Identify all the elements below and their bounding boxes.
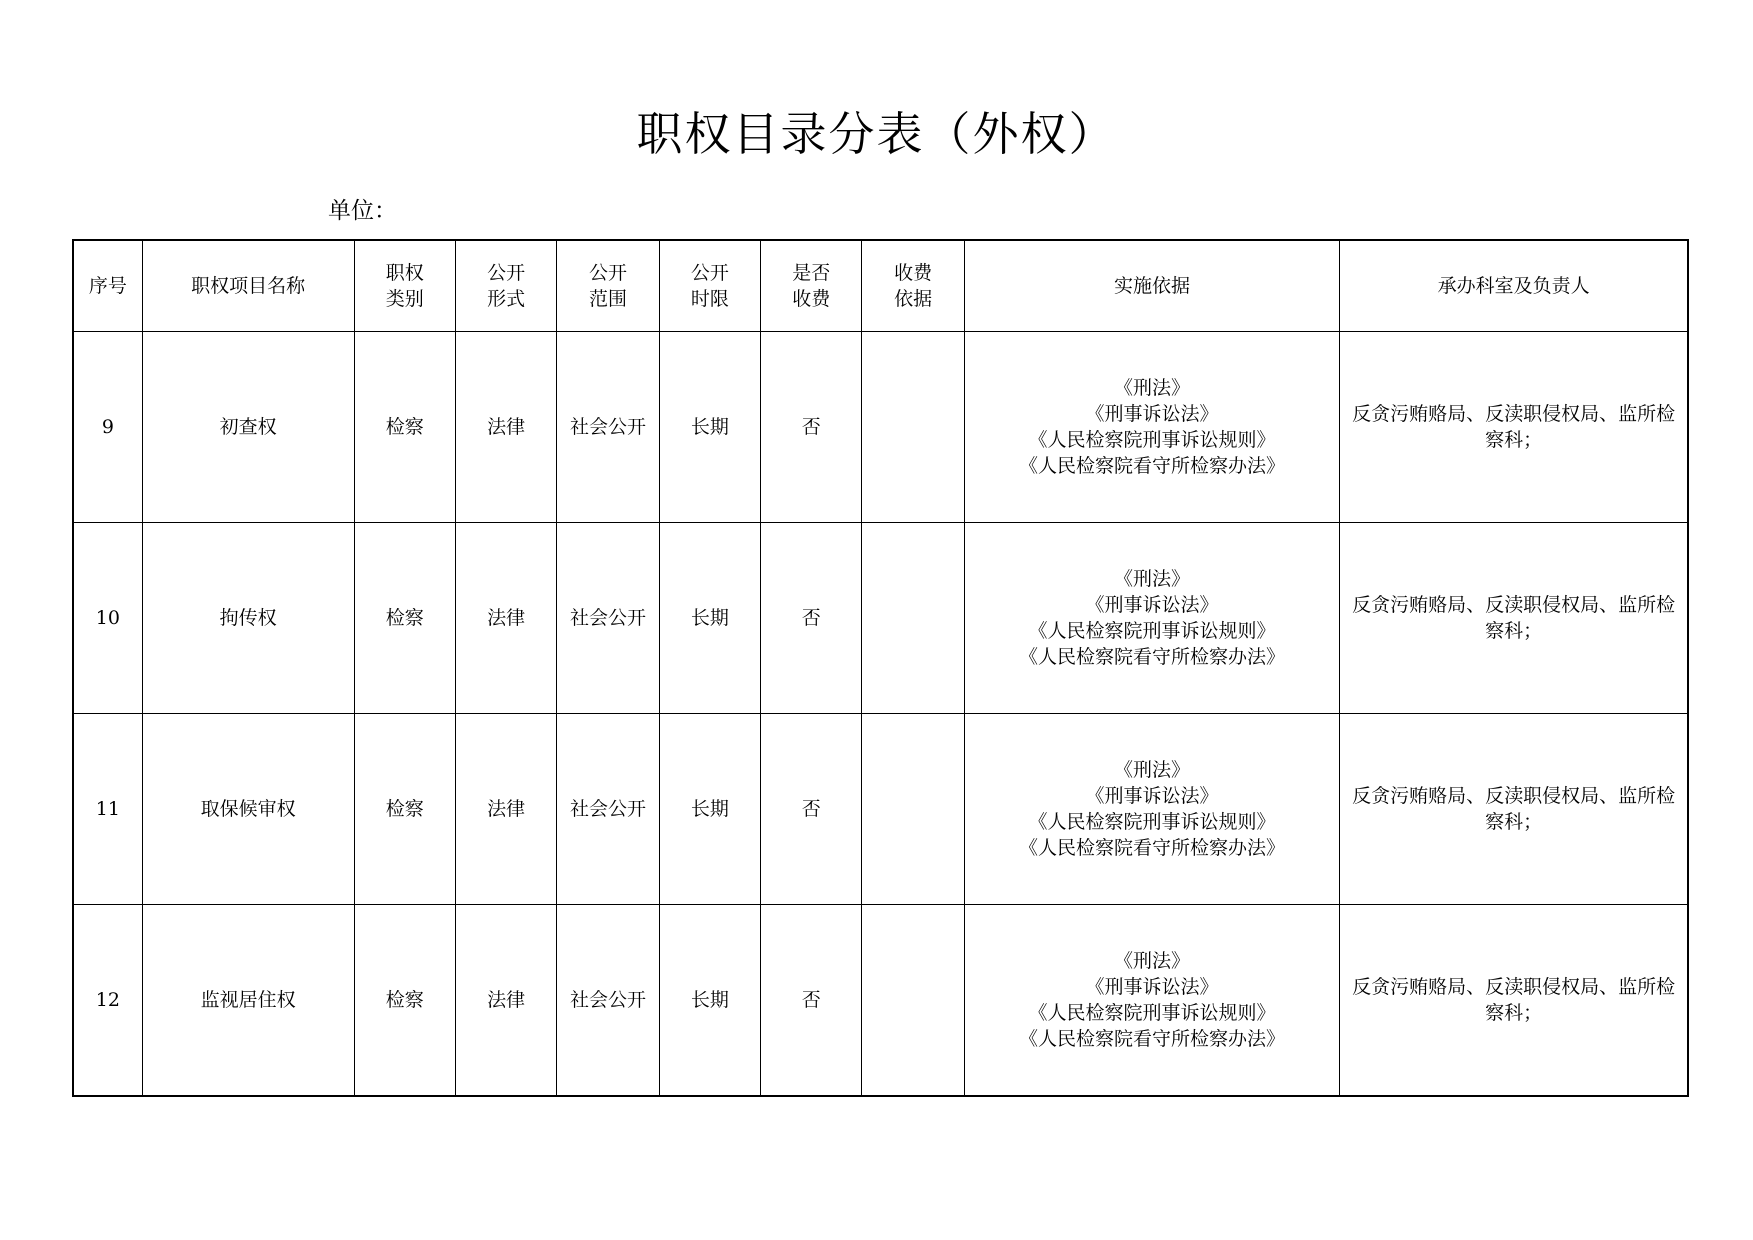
basis-line: 《人民检察院刑事诉讼规则》 [1028, 620, 1276, 642]
basis-line: 《人民检察院看守所检察办法》 [1018, 1028, 1285, 1050]
cell-form: 法律 [455, 332, 556, 523]
cell-form: 法律 [455, 523, 556, 714]
header-form-line: 公开 [487, 262, 526, 284]
header-scope-line: 公开 [588, 262, 627, 284]
basis-line: 《刑法》 [1113, 759, 1190, 781]
basis-line: 《人民检察院刑事诉讼规则》 [1028, 1002, 1276, 1024]
cell-scope: 社会公开 [557, 332, 659, 523]
cell-name: 取保候审权 [142, 714, 354, 905]
cell-fee: 否 [761, 523, 862, 714]
cell-category: 检察 [354, 523, 455, 714]
header-basis: 实施依据 [964, 240, 1339, 332]
cell-dept: 反贪污贿赂局、反渎职侵权局、监所检察科； [1340, 905, 1688, 1097]
cell-fee-basis [862, 523, 964, 714]
header-name: 职权项目名称 [142, 240, 354, 332]
cell-period: 长期 [659, 905, 760, 1097]
basis-line: 《刑法》 [1113, 950, 1190, 972]
cell-name: 初查权 [142, 332, 354, 523]
basis-line: 《人民检察院看守所检察办法》 [1018, 455, 1285, 477]
cell-category: 检察 [354, 714, 455, 905]
header-period [659, 240, 760, 332]
basis-line: 《人民检察院看守所检察办法》 [1018, 646, 1285, 668]
table-row [73, 714, 1688, 905]
header-dept: 承办科室及负责人 [1340, 240, 1688, 332]
header-form-line: 形式 [487, 288, 526, 310]
page-title: 职权目录分表（外权） [636, 107, 1117, 161]
cell-dept: 反贪污贿赂局、反渎职侵权局、监所检察科； [1340, 523, 1688, 714]
cell-scope: 社会公开 [557, 523, 659, 714]
cell-seq: 10 [73, 523, 142, 714]
cell-name: 监视居住权 [142, 905, 354, 1097]
basis-line: 《刑事诉讼法》 [1085, 594, 1219, 616]
header-scope-line: 范围 [588, 288, 627, 310]
cell-form: 法律 [455, 905, 556, 1097]
header-fee-basis-line: 收费 [894, 262, 933, 284]
cell-seq: 9 [73, 332, 142, 523]
cell-basis [964, 905, 1339, 1097]
table-row [73, 905, 1688, 1097]
cell-form: 法律 [455, 714, 556, 905]
cell-fee: 否 [761, 905, 862, 1097]
header-fee-basis-line: 依据 [894, 288, 933, 310]
basis-line: 《刑法》 [1113, 377, 1190, 399]
cell-seq: 11 [73, 714, 142, 905]
cell-dept: 反贪污贿赂局、反渎职侵权局、监所检察科； [1340, 332, 1688, 523]
header-fee [761, 240, 862, 332]
cell-category: 检察 [354, 332, 455, 523]
cell-dept: 反贪污贿赂局、反渎职侵权局、监所检察科； [1340, 714, 1688, 905]
basis-line: 《刑事诉讼法》 [1085, 785, 1219, 807]
header-fee-basis [862, 240, 964, 332]
header-period-line: 时限 [690, 288, 729, 310]
header-period-line: 公开 [690, 262, 729, 284]
table-row [73, 332, 1688, 523]
cell-scope: 社会公开 [557, 905, 659, 1097]
cell-basis [964, 332, 1339, 523]
basis-line: 《刑法》 [1113, 568, 1190, 590]
cell-fee-basis [862, 905, 964, 1097]
basis-line: 《人民检察院刑事诉讼规则》 [1028, 429, 1276, 451]
table-row [73, 523, 1688, 714]
cell-scope: 社会公开 [557, 714, 659, 905]
cell-basis [964, 714, 1339, 905]
cell-basis [964, 523, 1339, 714]
unit-label: 单位： [328, 198, 397, 224]
cell-fee: 否 [761, 714, 862, 905]
cell-period: 长期 [659, 523, 760, 714]
table-header-row [73, 240, 1688, 332]
header-category-line: 职权 [385, 262, 424, 284]
basis-line: 《刑事诉讼法》 [1085, 976, 1219, 998]
header-fee-line: 是否 [792, 262, 831, 284]
basis-line: 《人民检察院刑事诉讼规则》 [1028, 811, 1276, 833]
header-scope [557, 240, 659, 332]
cell-name: 拘传权 [142, 523, 354, 714]
cell-period: 长期 [659, 332, 760, 523]
basis-line: 《人民检察院看守所检察办法》 [1018, 837, 1285, 859]
header-category-line: 类别 [385, 288, 424, 310]
header-fee-line: 收费 [792, 288, 831, 310]
header-category [354, 240, 455, 332]
cell-category: 检察 [354, 905, 455, 1097]
header-form [455, 240, 556, 332]
cell-fee-basis [862, 332, 964, 523]
authority-catalog-table [72, 239, 1689, 1097]
cell-fee-basis [862, 714, 964, 905]
cell-period: 长期 [659, 714, 760, 905]
cell-seq: 12 [73, 905, 142, 1097]
header-seq: 序号 [73, 240, 142, 332]
basis-line: 《刑事诉讼法》 [1085, 403, 1219, 425]
cell-fee: 否 [761, 332, 862, 523]
